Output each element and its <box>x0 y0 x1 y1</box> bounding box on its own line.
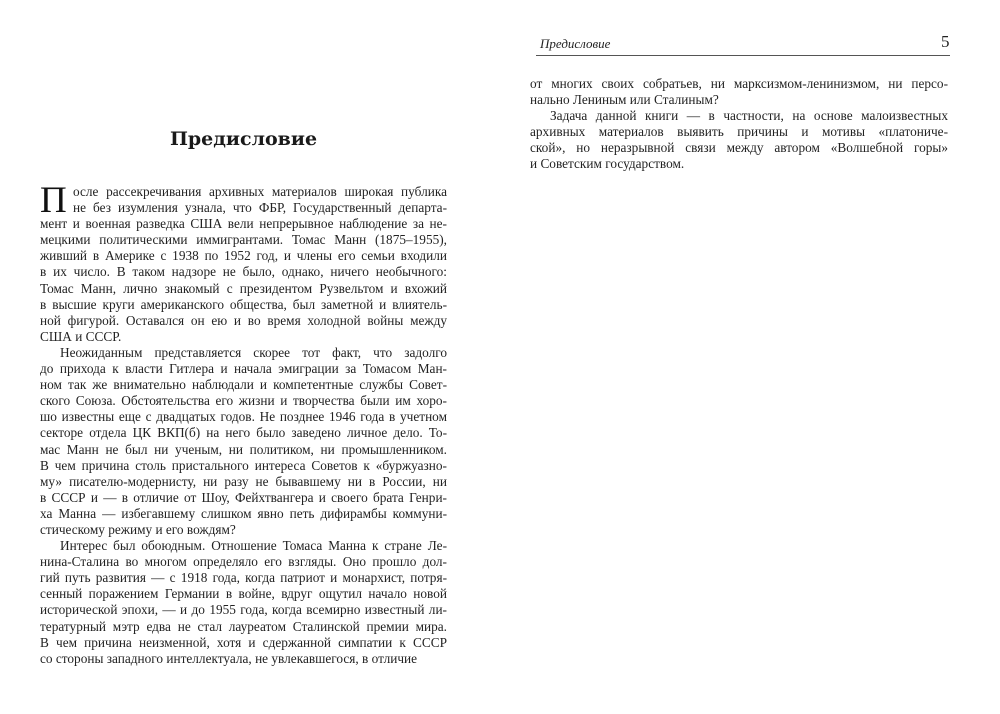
paragraph <box>40 345 447 538</box>
text-line: секторе отдела ЦК ВКП(б) на него было заведено личное дело. То- <box>40 425 447 441</box>
text-line: Неожиданным представляется скорее тот факт, что задолго <box>60 344 447 360</box>
text-line: и Советским государством. <box>530 156 685 172</box>
paragraph <box>40 538 447 667</box>
text-line: тературный мэтр едва не стал лауреатом Сталинской премии мира. <box>40 618 447 634</box>
text-line: нина-Сталина во многом определяло его взгляды. Оно прошло дол- <box>40 554 447 570</box>
text-line: ха Манна — избегавшему слишком явно петь дифирамбы коммуни- <box>40 505 447 521</box>
text-line: ского Союза. Обстоятельства его жизни и творчества были им хоро- <box>40 393 447 409</box>
text-line: В чем причина столь пристального интереса Советов к «буржуазно- <box>40 457 447 473</box>
text-line: в СССР и — в отличие от Шоу, Фейхтвангера и своего брата Генри- <box>40 489 447 505</box>
text-line: со стороны западного интеллектуала, не увлекавшегося, в отличие <box>40 650 418 666</box>
text-line: до прихода к власти Гитлера и начала эмиграции за Томасом Ман- <box>40 361 447 377</box>
chapter-title: Предисловие <box>169 128 318 150</box>
text-line: Томас Манн, лично знакомый с президентом Рузвельтом и вхожий <box>40 280 447 296</box>
page-number: 5 <box>941 32 950 51</box>
header-rule <box>536 55 950 56</box>
text-line: осле рассекречивания архивных материалов широкая публика <box>73 184 447 199</box>
text-line: гий путь развития — с 1918 года, когда патриот и монархист, потря- <box>40 570 447 586</box>
text-line: ской», но неразрывной связи между автором «Волшебной горы» <box>530 140 948 156</box>
text-line: живший в Америке с 1938 по 1952 год, и члены его семьи входили <box>40 248 447 264</box>
text-line: мецкими политическими иммигрантами. Томас Манн (1875–1955), <box>40 232 447 248</box>
text-line: в их число. В таком надзоре не было, однако, ничего необычного: <box>40 264 447 280</box>
text-line: сенный поражением Германии в войне, вдруг ощутил начало новой <box>40 586 447 602</box>
paragraph <box>530 108 948 172</box>
text-line: от многих своих собратьев, ни марксизмом-ленинизмом, ни персо- <box>530 76 948 91</box>
text-line: мент и военная разведка США вели непрерывное наблюдение за не- <box>40 216 447 232</box>
drop-cap: П <box>40 180 67 221</box>
paragraph <box>40 180 447 345</box>
text-line: Интерес был обоюдным. Отношение Томаса Манна к стране Ле- <box>60 538 447 554</box>
text-line: исторической эпохи, — и до 1955 года, когда всемирно известный ли- <box>40 602 447 618</box>
text-line: Задача данной книги — в частности, на основе малоизвестных <box>550 108 948 124</box>
text-line: нально Лениным или Сталиным? <box>530 92 719 108</box>
text-line: ной фигурой. Оставался он ею и во время холодной войны между <box>40 312 447 328</box>
text-line: США и СССР. <box>40 328 122 344</box>
text-line: мас Манн не был ни ученым, ни политиком, ни промышленником. <box>40 441 447 457</box>
text-line: архивных материалов выявить причины и мотивы «платониче- <box>530 124 948 140</box>
text-line: ном так же внимательно наблюдали и компетентные службы Совет- <box>40 377 447 393</box>
right-page-body <box>530 76 948 173</box>
running-head: Предисловие <box>540 36 611 51</box>
text-line: не без изумления узнала, что ФБР, Государственный департа- <box>73 200 447 216</box>
text-line: стическому режиму и его вождям? <box>40 521 236 537</box>
paragraph <box>530 76 948 108</box>
text-line: му» писателю-модернисту, ни разу не бывавшему ни в России, ни <box>40 473 447 489</box>
left-page-body <box>40 180 447 667</box>
text-line: шо известны еще с двадцатых годов. Не позднее 1946 года в учетном <box>40 409 447 425</box>
text-line: В чем причина неизменной, хотя и сдержанной симпатии к СССР <box>40 634 447 650</box>
text-line: в высшие круги американского общества, был заметной и влиятель- <box>40 296 447 312</box>
